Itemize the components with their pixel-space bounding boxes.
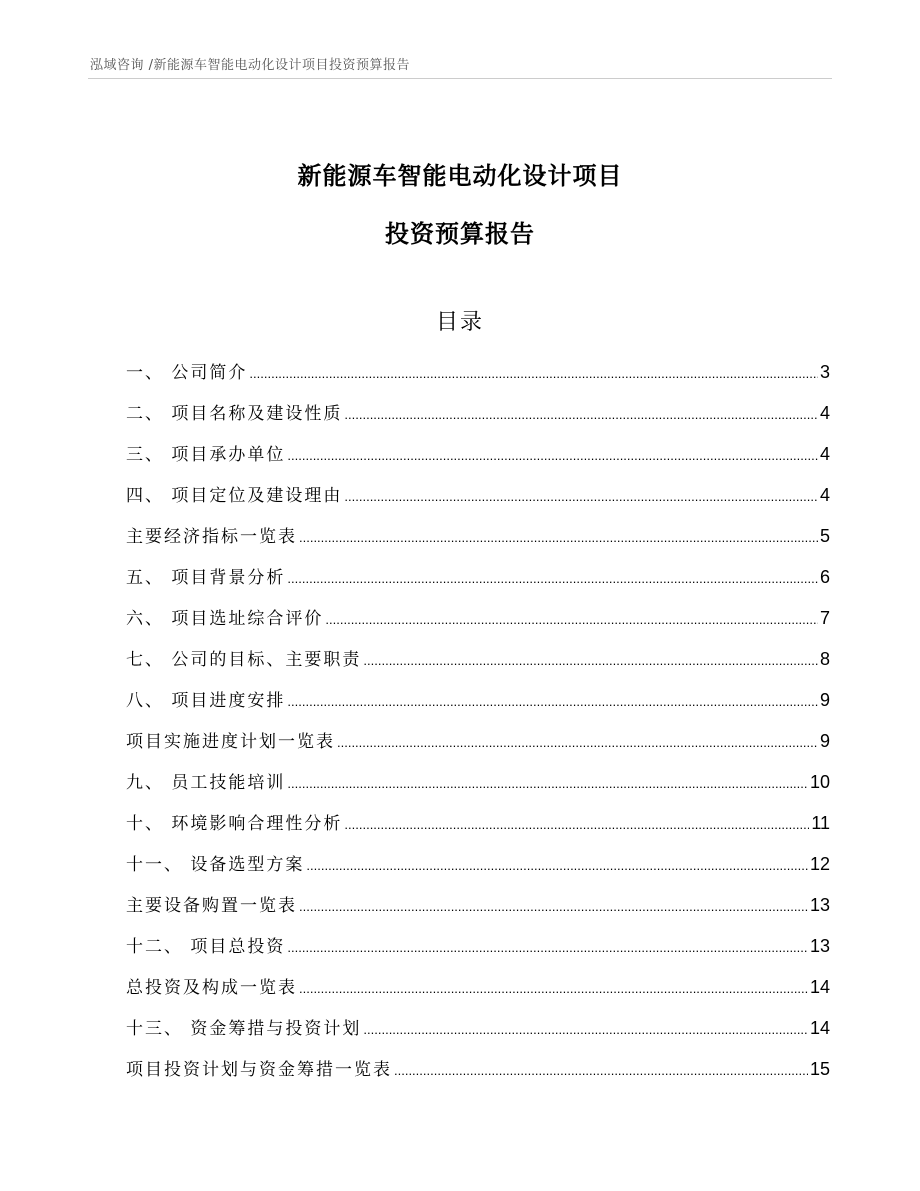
table-of-contents — [126, 357, 830, 1095]
toc-entry-label: 三、 项目承办单位 — [126, 445, 286, 465]
toc-entry-label: 七、 公司的目标、主要职责 — [126, 650, 362, 670]
toc-entry-label: 十二、 项目总投资 — [126, 937, 286, 957]
document-title-line1: 新能源车智能电动化设计项目 — [297, 162, 623, 190]
toc-entry-label: 一、 公司简介 — [126, 363, 248, 383]
toc-entry[interactable] — [126, 767, 830, 808]
toc-entry-page: 15 — [809, 1059, 830, 1079]
toc-entry[interactable] — [126, 521, 830, 562]
document-title-line2: 投资预算报告 — [385, 220, 535, 248]
toc-entry-label: 主要经济指标一览表 — [126, 527, 297, 547]
toc-dot-leader — [344, 482, 818, 512]
toc-entry[interactable] — [126, 1054, 830, 1095]
toc-entry[interactable] — [126, 931, 830, 972]
toc-dot-leader — [287, 769, 808, 799]
toc-entry[interactable] — [126, 562, 830, 603]
toc-dot-leader — [306, 851, 808, 881]
toc-entry-page: 9 — [819, 690, 830, 710]
toc-entry-page: 4 — [819, 485, 830, 505]
toc-entry-page: 11 — [811, 813, 830, 833]
toc-dot-leader — [363, 1015, 808, 1045]
toc-entry-label: 十一、 设备选型方案 — [126, 855, 305, 875]
toc-entry-page: 13 — [809, 895, 830, 915]
toc-entry-page: 9 — [819, 731, 830, 751]
header-rule — [88, 78, 832, 79]
toc-entry-page: 13 — [809, 936, 830, 956]
toc-entry-label: 八、 项目进度安排 — [126, 691, 286, 711]
toc-entry-page: 6 — [819, 567, 830, 587]
toc-entry-label: 二、 项目名称及建设性质 — [126, 404, 343, 424]
toc-entry[interactable] — [126, 480, 830, 521]
toc-entry-label: 十三、 资金筹措与投资计划 — [126, 1019, 362, 1039]
toc-entry-page: 4 — [819, 444, 830, 464]
toc-entry-label: 六、 项目选址综合评价 — [126, 609, 324, 629]
toc-entry[interactable] — [126, 808, 830, 849]
toc-entry[interactable] — [126, 357, 830, 398]
toc-dot-leader — [344, 400, 818, 430]
toc-entry-label: 十、 环境影响合理性分析 — [126, 814, 343, 834]
toc-entry-label: 项目实施进度计划一览表 — [126, 732, 335, 752]
toc-dot-leader — [394, 1056, 808, 1086]
toc-entry[interactable] — [126, 685, 830, 726]
toc-dot-leader — [325, 605, 818, 635]
toc-heading: 目录 — [435, 310, 484, 335]
toc-dot-leader — [299, 523, 818, 553]
page-header: 泓域咨询 /新能源车智能电动化设计项目投资预算报告 — [90, 58, 411, 73]
toc-entry[interactable] — [126, 849, 830, 890]
toc-entry[interactable] — [126, 603, 830, 644]
toc-entry-page: 12 — [809, 854, 830, 874]
toc-entry-label: 九、 员工技能培训 — [126, 773, 286, 793]
toc-entry-page: 3 — [819, 362, 830, 382]
toc-entry-label: 总投资及构成一览表 — [126, 978, 297, 998]
toc-entry-page: 5 — [819, 526, 830, 546]
toc-entry[interactable] — [126, 890, 830, 931]
toc-entry[interactable] — [126, 644, 830, 685]
toc-entry-page: 14 — [809, 977, 830, 997]
toc-dot-leader — [287, 441, 818, 471]
toc-entry-page: 10 — [809, 772, 830, 792]
toc-dot-leader — [287, 687, 818, 717]
toc-dot-leader — [337, 728, 818, 758]
toc-entry-label: 四、 项目定位及建设理由 — [126, 486, 343, 506]
toc-entry-page: 7 — [819, 608, 830, 628]
toc-dot-leader — [299, 892, 808, 922]
toc-dot-leader — [344, 810, 809, 840]
toc-entry-label: 五、 项目背景分析 — [126, 568, 286, 588]
toc-entry[interactable] — [126, 726, 830, 767]
toc-dot-leader — [287, 564, 818, 594]
toc-dot-leader — [249, 359, 818, 389]
toc-entry-page: 14 — [809, 1018, 830, 1038]
toc-entry-page: 8 — [819, 649, 830, 669]
toc-entry-page: 4 — [819, 403, 830, 423]
toc-dot-leader — [363, 646, 818, 676]
toc-entry[interactable] — [126, 398, 830, 439]
toc-dot-leader — [299, 974, 808, 1004]
toc-dot-leader — [287, 933, 808, 963]
toc-entry-label: 主要设备购置一览表 — [126, 896, 297, 916]
toc-entry[interactable] — [126, 972, 830, 1013]
toc-entry-label: 项目投资计划与资金筹措一览表 — [126, 1060, 392, 1080]
toc-entry[interactable] — [126, 439, 830, 480]
toc-entry[interactable] — [126, 1013, 830, 1054]
